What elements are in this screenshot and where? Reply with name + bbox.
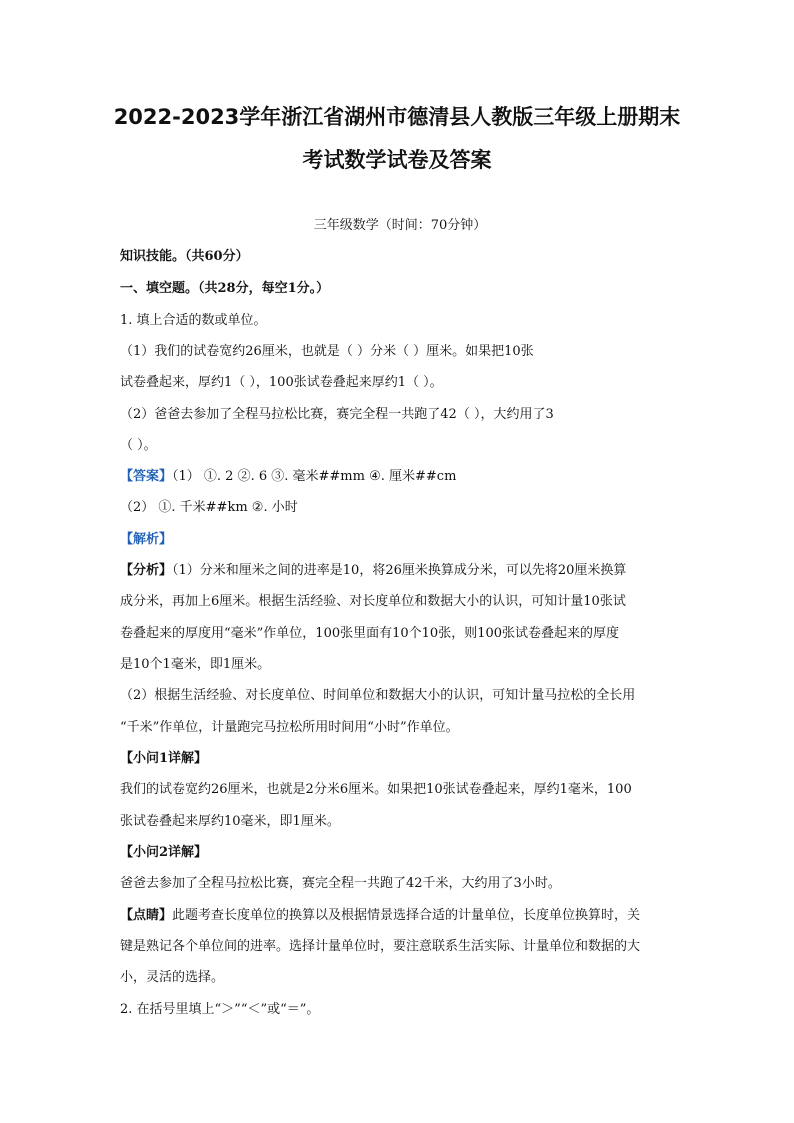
answer-line1 [120, 467, 680, 487]
question-1-part1-line1: （1）我们的试卷宽约26厘米，也就是（ ）分米（ ）厘米。如果把10张 [120, 344, 534, 359]
question-2-stem: 2. 在括号里填上“＞”“＜”或“＝”。 [120, 1002, 320, 1017]
sub-question-1-line2: 张试卷叠起来厚约10毫米，即1厘米。 [120, 814, 340, 829]
section-knowledge: 知识技能。（共60分） [120, 249, 249, 264]
sub-question-2-line1: 爸爸去参加了全程马拉松比赛，赛完全程一共跑了42千米，大约用了3小时。 [120, 876, 561, 891]
sub-question-1-line1: 我们的试卷宽约26厘米，也就是2分米6厘米。如果把10张试卷叠起来，厚约1毫米，100 [120, 782, 632, 797]
document-title-line2: 考试数学试卷及答案 [302, 148, 492, 172]
analysis-line2: 成分米，再加上6厘米。根据生活经验、对长度单位和数据大小的认识，可知计量10张试 [120, 594, 626, 609]
analysis-line5: （2）根据生活经验、对长度单位、时间单位和数据大小的认识，可知计量马拉松的全长用 [120, 688, 636, 703]
comment-text-1: 此题考查长度单位的换算以及根据情景选择合适的计量单位，长度单位换算时，关 [172, 908, 641, 923]
section-fill-blank: 一、填空题。（共28分，每空1分。） [120, 281, 330, 296]
comment-line2: 键是熟记各个单位间的进率。选择计量单位时，要注意联系生活实际、计量单位和数据的大 [120, 939, 641, 954]
exam-subtitle: 三年级数学（时间：70分钟） [313, 218, 487, 233]
question-1-part2-line1: （2）爸爸去参加了全程马拉松比赛，赛完全程一共跑了42（ ），大约用了3 [120, 407, 554, 422]
analysis-text-1: （1）分米和厘米之间的进率是10，将26厘米换算成分米，可以先将20厘米换算 [172, 563, 627, 578]
analysis-line3: 卷叠起来的厚度用“毫米”作单位，100张里面有10个10张，则100张试卷叠起来的厚度 [120, 626, 620, 641]
question-1-stem: 1. 填上合适的数或单位。 [120, 313, 267, 328]
answer-label: 【答案】 [120, 469, 173, 484]
comment-line3: 小，灵活的选择。 [120, 970, 225, 985]
document-title-line1: 2022-2023学年浙江省湖州市德清县人教版三年级上册期末 [113, 105, 681, 129]
comment-head: 【点睛】 [120, 908, 173, 923]
analysis-line4: 是10个1毫米，即1厘米。 [120, 657, 271, 672]
sub-question-2-label: 【小问2详解】 [120, 845, 208, 860]
answer-values-1: （1） ①. 2 ②. 6 ③. 毫米##mm ④. 厘米##cm [172, 469, 457, 484]
question-1-part2-line2: （ ）。 [120, 438, 157, 453]
comment-line1 [120, 906, 680, 926]
question-1-part1-line2: 试卷叠起来，厚约1（ ），100张试卷叠起来厚约1（ ）。 [120, 375, 443, 390]
sub-question-1-label: 【小问1详解】 [120, 751, 208, 766]
analysis-line6: “千米”作单位，计量跑完马拉松所用时间用“小时”作单位。 [120, 720, 459, 735]
analysis-line1 [120, 561, 680, 581]
analysis-head: 【分析】 [120, 563, 173, 578]
answer-line2: （2） ①. 千米##km ②. 小时 [120, 500, 298, 515]
analysis-label: 【解析】 [120, 532, 173, 547]
